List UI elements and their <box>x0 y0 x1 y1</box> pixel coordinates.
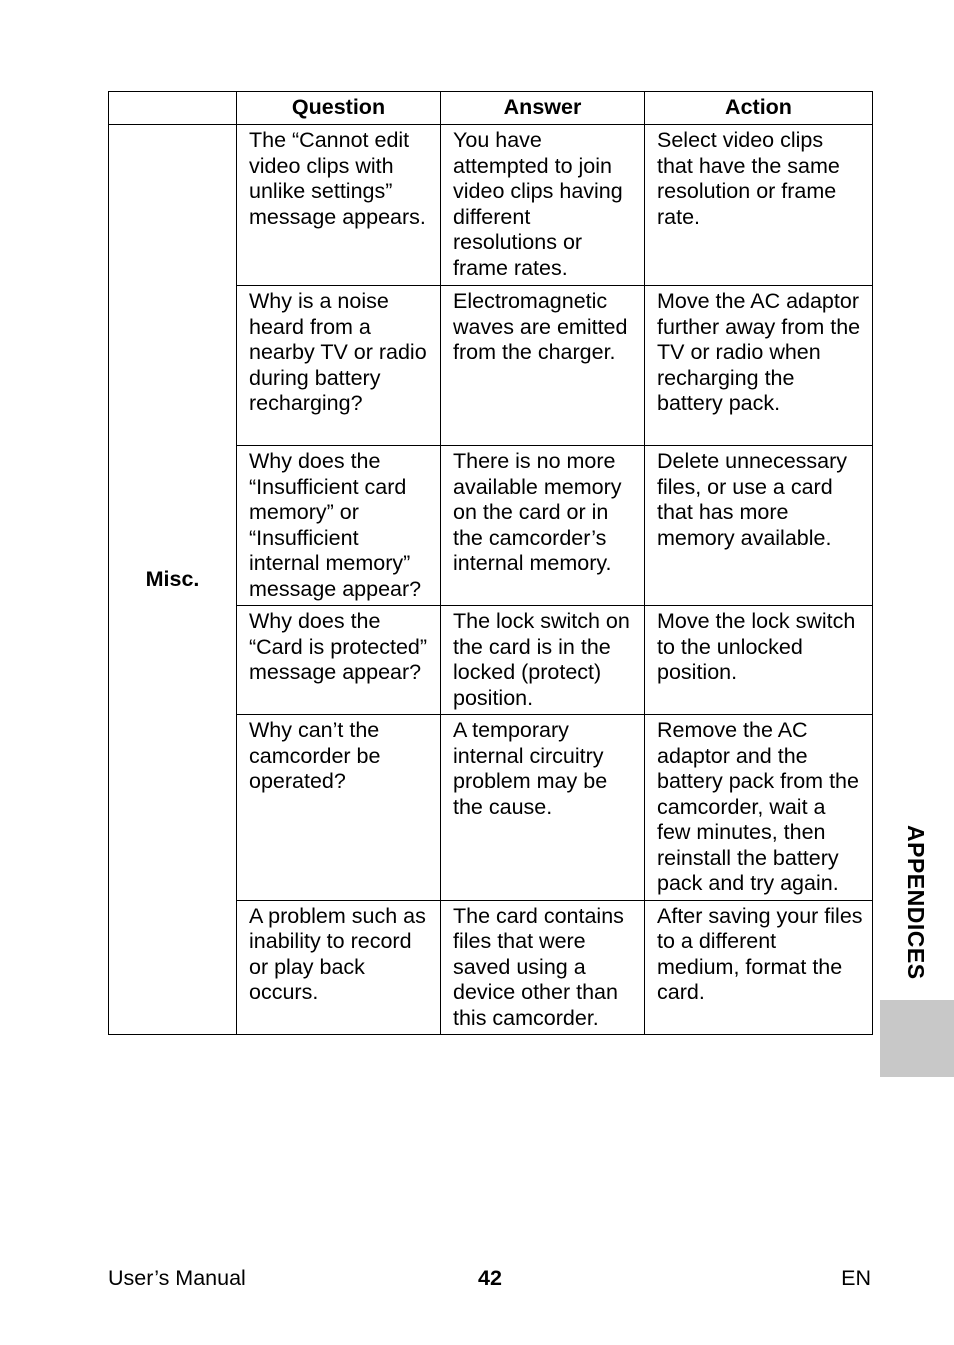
question-cell: Why does the “Insufficient card memory” or “Insufficient internal memory” message appear? <box>237 446 441 606</box>
question-cell: Why is a noise heard from a nearby TV or radio during battery recharging? <box>237 286 441 446</box>
answer-cell: A temporary internal circuitry problem may be the cause. <box>441 715 645 901</box>
header-row <box>109 92 873 125</box>
appendices-side-label: APPENDICES <box>903 825 929 980</box>
question-cell: Why can’t the camcorder be operated? <box>237 715 441 901</box>
answer-cell: You have attempted to join video clips having different resolutions or frame rates. <box>441 125 645 286</box>
answer-cell: There is no more available memory on the card or in the camcorder’s internal memory. <box>441 446 645 606</box>
category-cell: Misc. <box>109 125 237 1035</box>
footer-page-number: 42 <box>478 1266 502 1290</box>
header-question: Question <box>237 92 441 125</box>
action-cell: Select video clips that have the same resolution or frame rate. <box>645 125 873 286</box>
action-cell: Move the AC adaptor further away from the TV or radio when recharging the battery pack. <box>645 286 873 446</box>
answer-cell: The card contains files that were saved using a device other than this camcorder. <box>441 900 645 1035</box>
question-cell: A problem such as inability to record or play back occurs. <box>237 900 441 1035</box>
footer-manual-title: User’s Manual <box>108 1266 246 1290</box>
action-cell: Delete unnecessary files, or use a card that has more memory available. <box>645 446 873 606</box>
table-row <box>109 125 873 286</box>
answer-cell: The lock switch on the card is in the locked (protect) position. <box>441 606 645 715</box>
header-action: Action <box>645 92 873 125</box>
table-header <box>109 92 873 125</box>
appendices-side-tab <box>880 1000 954 1077</box>
question-cell: Why does the “Card is protected” message appear? <box>237 606 441 715</box>
header-category <box>109 92 237 125</box>
faq-table <box>108 91 873 1035</box>
action-cell: After saving your files to a different medium, format the card. <box>645 900 873 1035</box>
answer-cell: Electromagnetic waves are emitted from the charger. <box>441 286 645 446</box>
action-cell: Move the lock switch to the unlocked position. <box>645 606 873 715</box>
table-body <box>109 125 873 1035</box>
header-answer: Answer <box>441 92 645 125</box>
question-cell: The “Cannot edit video clips with unlike settings” message appears. <box>237 125 441 286</box>
footer-language: EN <box>841 1266 871 1290</box>
action-cell: Remove the AC adaptor and the battery pack from the camcorder, wait a few minutes, then reinstall the battery pack and try again. <box>645 715 873 901</box>
